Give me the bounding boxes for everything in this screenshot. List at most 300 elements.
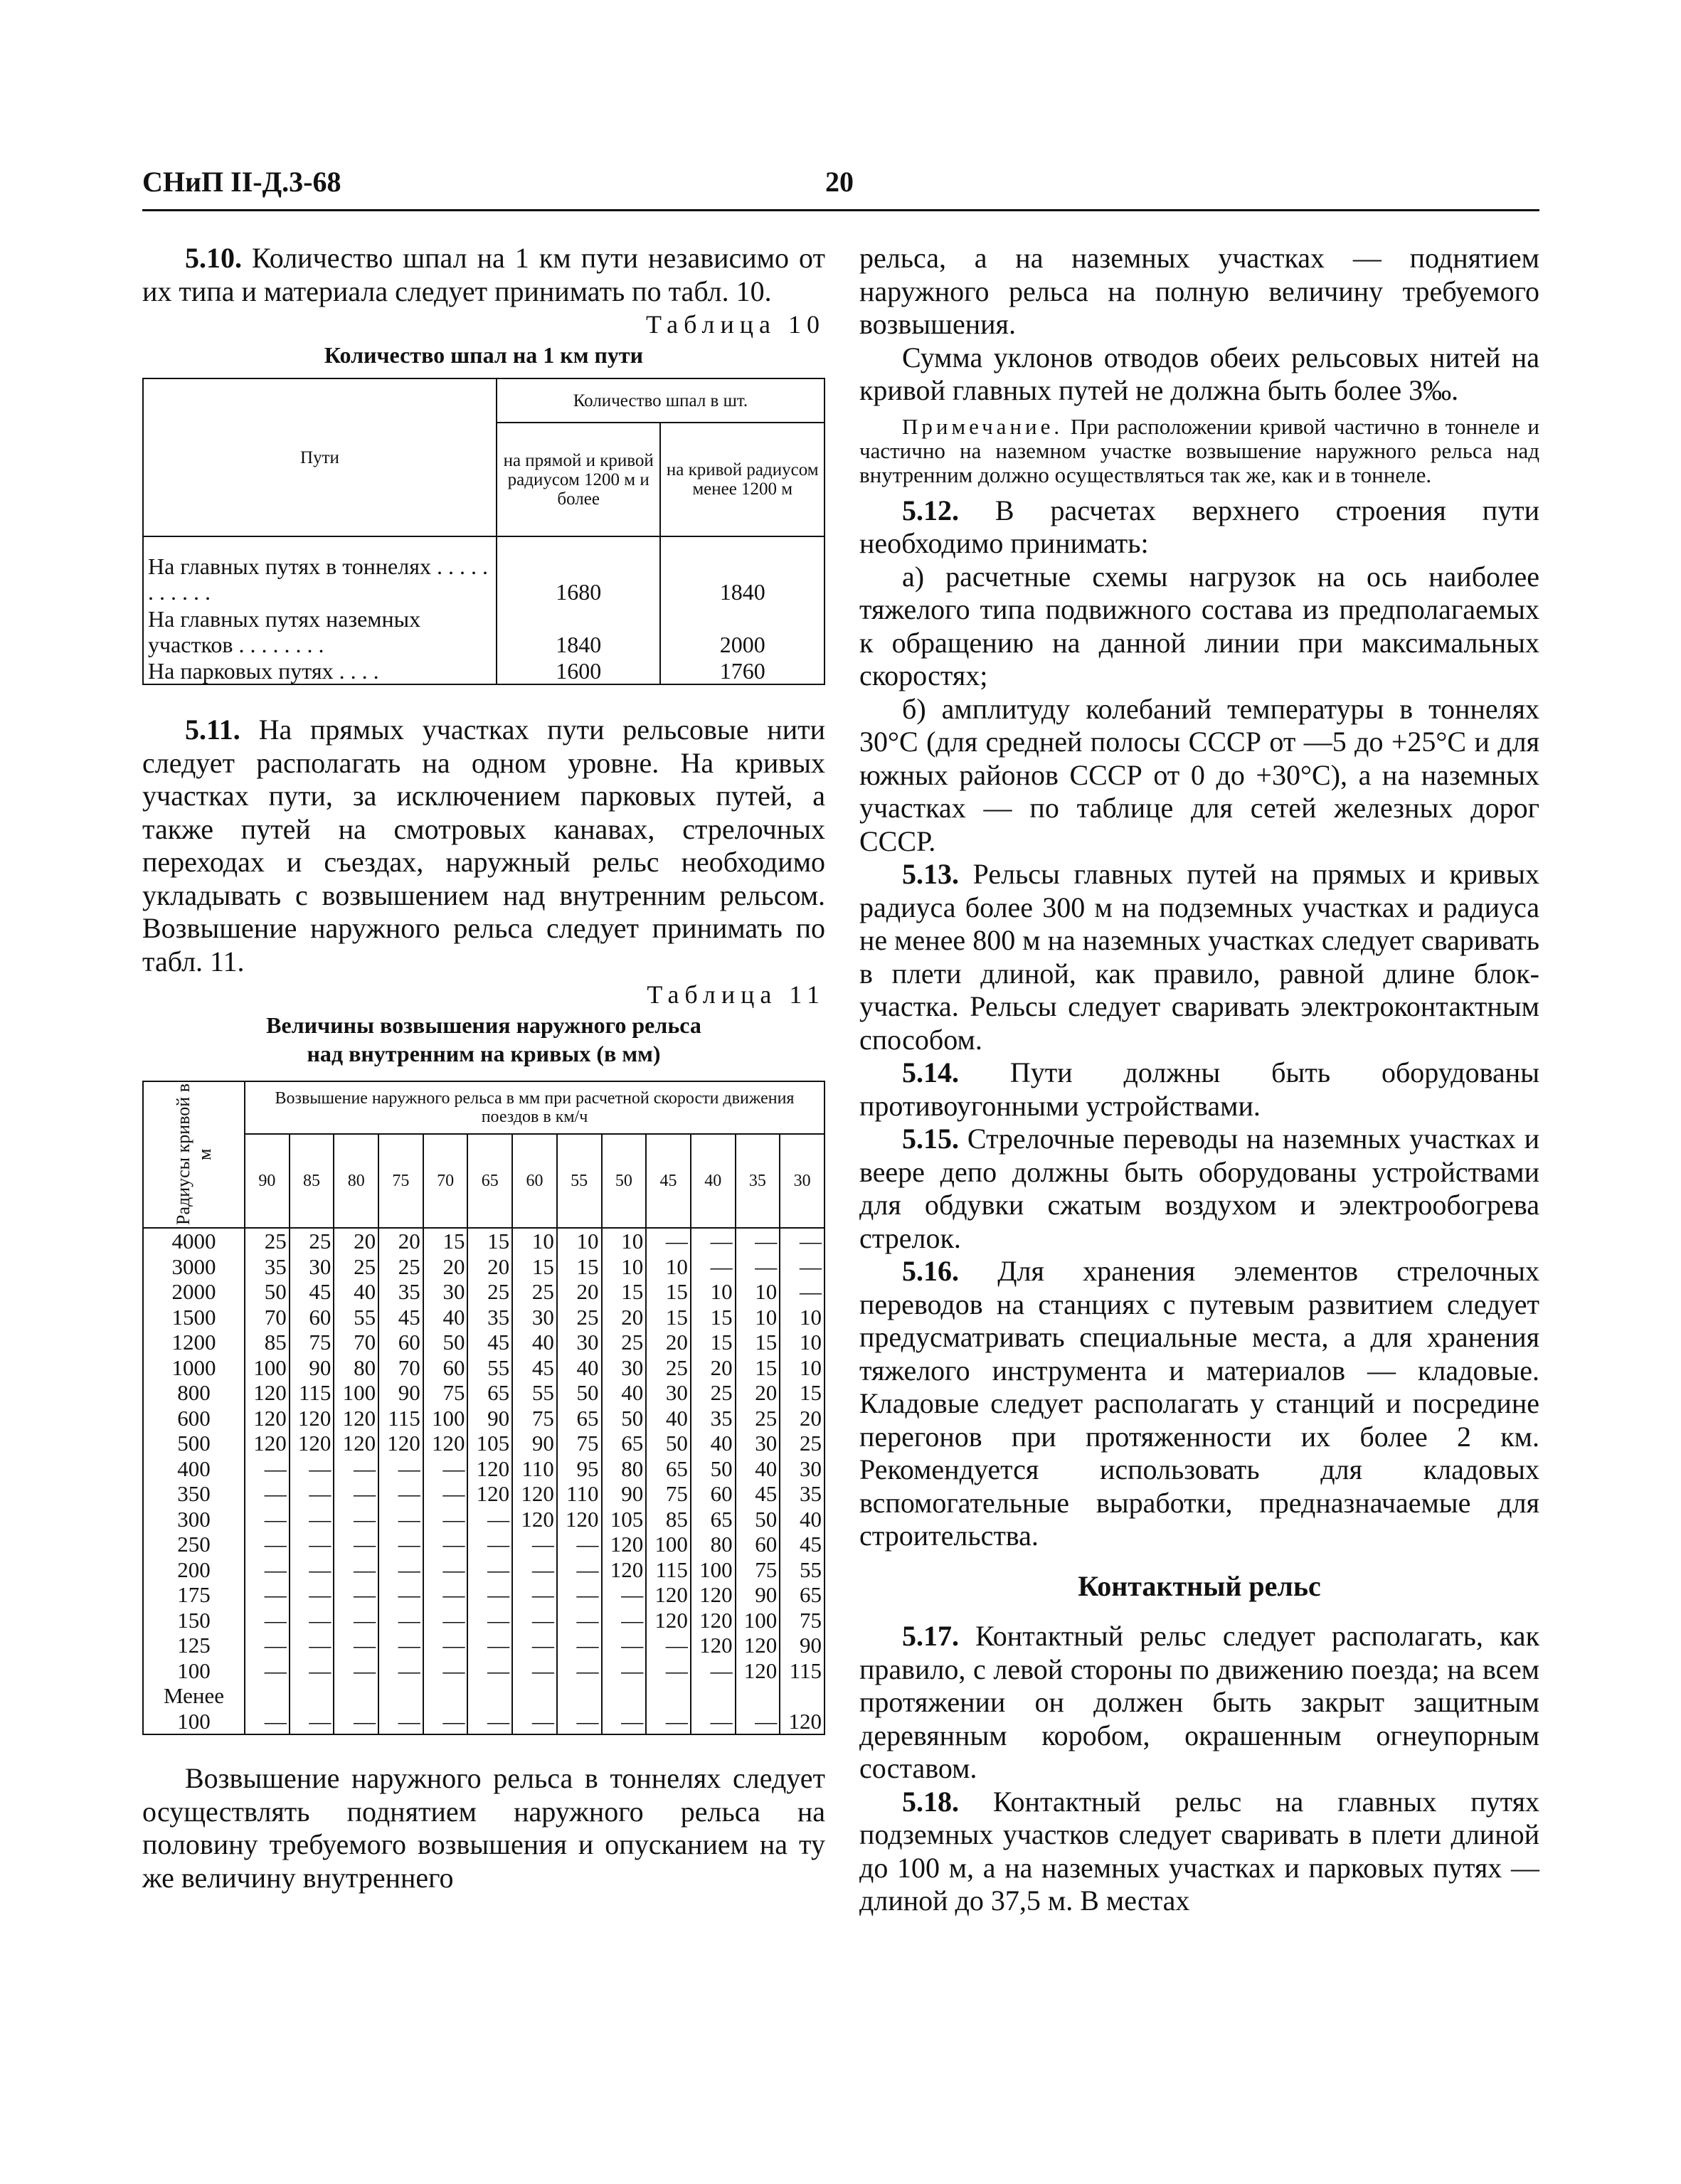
t11-value-cell: 65 — [646, 1456, 691, 1482]
t11-speed-header: 55 — [557, 1134, 602, 1228]
t11-radius-cell: 1200 — [143, 1330, 245, 1355]
table-row — [143, 1380, 824, 1406]
t11-value-cell: 105 — [602, 1507, 647, 1532]
t11-value-cell: 100 — [334, 1380, 378, 1406]
t11-value-cell: 120 — [245, 1380, 290, 1406]
table-11-title: Величины возвышения наружного рельса над внутренним на кривых (в мм) — [266, 1012, 701, 1066]
t11-value-cell: 20 — [780, 1406, 824, 1431]
t11-value-cell: 10 — [780, 1305, 824, 1330]
t11-value-cell: — — [736, 1228, 780, 1254]
t11-radius-cell: 200 — [143, 1557, 245, 1583]
t11-value-cell: 120 — [334, 1431, 378, 1456]
t11-value-cell: 115 — [646, 1557, 691, 1583]
t11-value-cell: — — [334, 1582, 378, 1608]
t11-value-cell: — — [290, 1633, 334, 1658]
t11-radius-cell: 600 — [143, 1406, 245, 1431]
t11-speed-header: 60 — [512, 1134, 557, 1228]
t11-value-cell: 90 — [602, 1481, 647, 1507]
t11-value-cell: 65 — [602, 1431, 647, 1456]
t11-speed-header: 80 — [334, 1134, 378, 1228]
t11-value-cell: 10 — [691, 1279, 736, 1305]
paragraph-slope-sum: Сумма уклонов отводов обеих рельсовых нитей на кривой главных путей не должна быть более 3‰. — [859, 341, 1539, 406]
t11-col-radius: Радиусы кривой в м — [143, 1081, 245, 1228]
t11-value-cell: 15 — [691, 1305, 736, 1330]
t11-value-cell: 30 — [602, 1355, 647, 1381]
t11-value-cell: 20 — [602, 1305, 647, 1330]
t11-value-cell: — — [512, 1582, 557, 1608]
t11-speed-header: 65 — [467, 1134, 512, 1228]
t11-value-cell: 65 — [691, 1507, 736, 1532]
t11-value-cell: — — [646, 1633, 691, 1658]
t11-speed-header: 35 — [736, 1134, 780, 1228]
t11-value-cell: — — [334, 1557, 378, 1583]
t11-value-cell: — — [467, 1633, 512, 1658]
t11-value-cell: 25 — [467, 1279, 512, 1305]
table-row — [143, 1330, 824, 1355]
t11-value-cell: — — [512, 1608, 557, 1633]
t11-value-cell: 120 — [602, 1532, 647, 1557]
t11-speed-header: 75 — [378, 1134, 423, 1228]
t11-value-cell: 20 — [646, 1330, 691, 1355]
t11-value-cell: 80 — [334, 1355, 378, 1381]
t11-radius-cell: 100 — [143, 1658, 245, 1684]
t11-value-cell: 100 — [736, 1608, 780, 1633]
t11-value-cell: 30 — [290, 1254, 334, 1280]
t11-value-cell: 10 — [512, 1228, 557, 1254]
t11-value-cell: 40 — [646, 1406, 691, 1431]
t11-value-cell: — — [557, 1582, 602, 1608]
t11-value-cell: 105 — [467, 1431, 512, 1456]
table-row — [143, 1279, 824, 1305]
t11-speed-header: 50 — [602, 1134, 647, 1228]
t11-value-cell: 60 — [423, 1355, 468, 1381]
t11-value-cell: 10 — [602, 1228, 647, 1254]
t11-value-cell: 30 — [512, 1305, 557, 1330]
t11-value-cell — [467, 1683, 512, 1709]
table-row — [143, 1355, 824, 1381]
t11-value-cell — [646, 1683, 691, 1709]
t11-value-cell: 120 — [646, 1582, 691, 1608]
t11-value-cell: 120 — [290, 1431, 334, 1456]
t11-value-cell: — — [467, 1709, 512, 1735]
table-row — [143, 1608, 824, 1633]
t11-speed-row — [143, 1134, 824, 1228]
table-row — [143, 1228, 824, 1254]
t11-value-cell: 10 — [557, 1228, 602, 1254]
t11-radius-cell: 150 — [143, 1608, 245, 1633]
t11-value-cell — [423, 1683, 468, 1709]
t11-speed-header: 70 — [423, 1134, 468, 1228]
t11-value-cell: — — [557, 1633, 602, 1658]
t11-value-cell: — — [467, 1582, 512, 1608]
paragraph-5-16: 5.16. Для хранения элементов стрелочных переводов на станциях с путевым развитием следует предусматривать специальные места, а для хранения тяжелого инструмента и материалов — кладовые. Кладовые следует располагать у станций и посредине перегонов при протяженности их более 2 км. Рекомендуется использовать для кладовых вспомогательные выработки, предназначаемые для строительства. — [859, 1255, 1540, 1552]
t11-value-cell: 25 — [646, 1355, 691, 1381]
t11-value-cell: 20 — [691, 1355, 736, 1381]
t11-value-cell: — — [467, 1608, 512, 1633]
t11-value-cell: 75 — [290, 1330, 334, 1355]
t11-value-cell: 35 — [691, 1406, 736, 1431]
t11-value-cell: — — [245, 1507, 290, 1532]
t11-value-cell: 90 — [290, 1355, 334, 1381]
t11-col-speed-group: Возвышение наружного рельса в мм при расчетной скорости движения поездов в км/ч — [245, 1081, 824, 1134]
t11-value-cell: — — [378, 1532, 423, 1557]
t11-value-cell: — — [334, 1456, 378, 1482]
t11-value-cell: — — [378, 1507, 423, 1532]
t11-value-cell: 25 — [245, 1228, 290, 1254]
table-row — [143, 1406, 824, 1431]
t11-value-cell: 15 — [646, 1305, 691, 1330]
t11-value-cell: 40 — [334, 1279, 378, 1305]
t11-value-cell: — — [602, 1633, 647, 1658]
t11-value-cell: 40 — [602, 1380, 647, 1406]
t11-value-cell: 50 — [602, 1406, 647, 1431]
t11-value-cell: 30 — [557, 1330, 602, 1355]
t11-value-cell: — — [378, 1582, 423, 1608]
t11-value-cell: — — [245, 1532, 290, 1557]
t11-value-cell: — — [245, 1582, 290, 1608]
page-header — [142, 165, 1539, 211]
t11-value-cell: 90 — [512, 1431, 557, 1456]
t11-value-cell: — — [691, 1254, 736, 1280]
t11-radius-cell: 300 — [143, 1507, 245, 1532]
paragraph-5-14: 5.14. Пути должны быть оборудованы противоугонными устройствами. — [859, 1056, 1540, 1122]
paragraph-5-13: 5.13. Рельсы главных путей на прямых и кривых радиуса более 300 м на подземных участках и радиуса не менее 800 м на наземных участках следует сваривать в плети длиной, как правило, равной длине блок-участка. Рельсы следует сваривать электроконтактным способом. — [859, 858, 1539, 1056]
t11-value-cell: 15 — [691, 1330, 736, 1355]
t11-value-cell: 10 — [780, 1355, 824, 1381]
t11-value-cell: — — [602, 1658, 647, 1684]
t11-value-cell: 20 — [378, 1228, 423, 1254]
t11-value-cell: 120 — [512, 1507, 557, 1532]
paragraph-5-11: 5.11. На прямых участках пути рельсовые нити следует располагать на одном уровне. На кривых участках пути, за исключением парковых путей, а также путей на смотровых канавах, стрелочных переходах и съездах, наружный рельс необходимо укладывать с возвышением над внутренним рельсом. Возвышение наружного рельса следует принимать по табл. 11. — [142, 714, 825, 977]
t11-value-cell: 15 — [557, 1254, 602, 1280]
t11-value-cell: 100 — [245, 1355, 290, 1381]
t11-radius-cell: 500 — [143, 1431, 245, 1456]
t11-radius-cell: 350 — [143, 1481, 245, 1507]
t11-speed-header: 90 — [245, 1134, 290, 1228]
t11-value-cell: — — [467, 1532, 512, 1557]
t10-col-curve: на кривой радиусом менее 1200 м — [660, 423, 824, 536]
t11-value-cell — [334, 1683, 378, 1709]
t11-value-cell: 120 — [557, 1507, 602, 1532]
t11-value-cell: — — [334, 1532, 378, 1557]
t11-value-cell: 70 — [378, 1355, 423, 1381]
t11-value-cell: 120 — [334, 1406, 378, 1431]
paragraph-5-10: 5.10. Количество шпал на 1 км пути независимо от их типа и материала следует принимать по табл. 10. — [142, 242, 825, 307]
t11-value-cell: 10 — [736, 1279, 780, 1305]
t11-value-cell: 10 — [780, 1330, 824, 1355]
t11-value-cell: 50 — [245, 1279, 290, 1305]
t11-value-cell: — — [378, 1658, 423, 1684]
t11-value-cell: 15 — [602, 1279, 647, 1305]
t11-value-cell: — — [423, 1507, 468, 1532]
t11-value-cell: — — [290, 1456, 334, 1482]
t11-value-cell: 120 — [691, 1582, 736, 1608]
page-number: 20 — [825, 166, 854, 198]
t11-value-cell: — — [646, 1709, 691, 1735]
table-row — [143, 1532, 824, 1557]
t11-value-cell: — — [378, 1608, 423, 1633]
t10-col-straight: на прямой и кривой радиусом 1200 м и более — [497, 423, 661, 536]
t11-value-cell: — — [512, 1633, 557, 1658]
t11-value-cell: — — [290, 1608, 334, 1633]
t11-value-cell: — — [290, 1658, 334, 1684]
t11-value-cell: 65 — [467, 1380, 512, 1406]
right-column — [859, 242, 1539, 1918]
t11-value-cell: 25 — [736, 1406, 780, 1431]
t11-value-cell: — — [290, 1532, 334, 1557]
t11-value-cell: 120 — [512, 1481, 557, 1507]
t11-value-cell: — — [290, 1582, 334, 1608]
t11-value-cell: 15 — [512, 1254, 557, 1280]
paragraph-5-18: 5.18. Контактный рельс на главных путях подземных участков следует сваривать в плети длиной до 100 м, а на наземных участках и парковых путях — длиной до 37,5 м. В местах — [859, 1785, 1539, 1917]
t11-value-cell: — — [602, 1608, 647, 1633]
table-row — [143, 1658, 824, 1684]
t11-value-cell: 25 — [557, 1305, 602, 1330]
t11-value-cell: 20 — [557, 1279, 602, 1305]
t11-value-cell: — — [423, 1481, 468, 1507]
t11-radius-cell: 125 — [143, 1633, 245, 1658]
t11-value-cell: 90 — [378, 1380, 423, 1406]
paragraph-5-12-b: б) амплитуду колебаний температуры в тоннелях 30°С (для средней полосы СССР от —5 до +25°С и для южных районов СССР от 0 до +30°С), а на наземных участках — по таблице для сетей железных дорог СССР. — [859, 692, 1539, 857]
t11-value-cell: 40 — [780, 1507, 824, 1532]
t11-value-cell: 100 — [691, 1557, 736, 1583]
t11-value-cell: 75 — [780, 1608, 824, 1633]
t10-col-ways: Пути — [143, 378, 497, 536]
t11-value-cell: — — [780, 1228, 824, 1254]
t11-value-cell: — — [557, 1532, 602, 1557]
t11-value-cell: 120 — [245, 1431, 290, 1456]
t11-value-cell: — — [423, 1709, 468, 1735]
t11-value-cell: — — [378, 1456, 423, 1482]
t11-value-cell: 15 — [423, 1228, 468, 1254]
paragraph-5-12-a: а) расчетные схемы нагрузок на ось наиболее тяжелого типа подвижного состава из предполагаемых к обращению на данной линии при максимальных скоростях; — [859, 560, 1539, 691]
t11-value-cell: — — [467, 1557, 512, 1583]
t11-value-cell: 20 — [736, 1380, 780, 1406]
t11-value-cell: 120 — [691, 1608, 736, 1633]
t11-value-cell: — — [290, 1481, 334, 1507]
t11-value-cell: 115 — [780, 1658, 824, 1684]
t11-value-cell: 40 — [423, 1305, 468, 1330]
t11-value-cell: 25 — [334, 1254, 378, 1280]
t11-value-cell: — — [467, 1658, 512, 1684]
t11-value-cell: 25 — [290, 1228, 334, 1254]
t10-col-group: Количество шпал в шт. — [497, 378, 824, 423]
t11-value-cell: 120 — [780, 1709, 824, 1735]
table-10 — [142, 378, 825, 685]
t11-value-cell: 45 — [378, 1305, 423, 1330]
t11-value-cell: — — [334, 1507, 378, 1532]
t11-value-cell: — — [646, 1658, 691, 1684]
t11-speed-header: 85 — [290, 1134, 334, 1228]
t11-value-cell: 50 — [423, 1330, 468, 1355]
t11-value-cell: 25 — [378, 1254, 423, 1280]
table-10-title: Количество шпал на 1 км пути — [324, 342, 644, 368]
t11-radius-cell: 250 — [143, 1532, 245, 1557]
t11-value-cell: 25 — [512, 1279, 557, 1305]
t11-value-cell — [290, 1683, 334, 1709]
t11-value-cell: 120 — [602, 1557, 647, 1583]
t11-value-cell: 25 — [602, 1330, 647, 1355]
t11-value-cell: 65 — [557, 1406, 602, 1431]
t11-value-cell: 45 — [512, 1355, 557, 1381]
t11-value-cell: 120 — [378, 1431, 423, 1456]
t11-value-cell: — — [602, 1709, 647, 1735]
t11-radius-cell: 100 — [143, 1709, 245, 1735]
table-row — [143, 1709, 824, 1735]
table-row — [143, 1683, 824, 1709]
t11-value-cell: 40 — [691, 1431, 736, 1456]
t11-value-cell — [780, 1683, 824, 1709]
t11-value-cell: — — [423, 1557, 468, 1583]
table-10-label: Таблица 10 — [646, 310, 825, 339]
t11-value-cell: 120 — [736, 1633, 780, 1658]
table-row: На главных путях в тоннелях . . . . . . . . . . . 1680 1840 — [143, 536, 824, 605]
paragraph-continuation: рельса, а на наземных участках — поднятием наружного рельса на полную величину требуемого возвышения. — [859, 242, 1539, 340]
t11-value-cell: — — [736, 1709, 780, 1735]
t11-value-cell: — — [780, 1279, 824, 1305]
t11-speed-header: 45 — [646, 1134, 691, 1228]
t11-value-cell — [378, 1683, 423, 1709]
t11-value-cell: 15 — [467, 1228, 512, 1254]
t11-value-cell: 20 — [467, 1254, 512, 1280]
table-row — [143, 1633, 824, 1658]
t11-value-cell: — — [245, 1481, 290, 1507]
t11-value-cell: — — [780, 1254, 824, 1280]
t11-value-cell — [691, 1683, 736, 1709]
t11-value-cell: 120 — [423, 1431, 468, 1456]
t11-radius-cell: 175 — [143, 1582, 245, 1608]
table-row — [143, 1431, 824, 1456]
t11-value-cell: — — [245, 1557, 290, 1583]
t11-value-cell: — — [334, 1709, 378, 1735]
t11-value-cell: 100 — [423, 1406, 468, 1431]
t11-value-cell: — — [334, 1633, 378, 1658]
t11-value-cell: 80 — [691, 1532, 736, 1557]
t11-value-cell: — — [245, 1456, 290, 1482]
t11-value-cell: — — [557, 1608, 602, 1633]
t11-value-cell: — — [378, 1481, 423, 1507]
t11-value-cell: 35 — [378, 1279, 423, 1305]
t11-value-cell: — — [423, 1658, 468, 1684]
table-row — [143, 1557, 824, 1583]
t11-value-cell: 110 — [557, 1481, 602, 1507]
t11-value-cell: 95 — [557, 1456, 602, 1482]
t11-value-cell: 85 — [646, 1507, 691, 1532]
t11-value-cell: 60 — [290, 1305, 334, 1330]
t11-value-cell: 120 — [467, 1456, 512, 1482]
t11-value-cell: — — [423, 1633, 468, 1658]
t11-value-cell: 90 — [780, 1633, 824, 1658]
t11-value-cell: 75 — [646, 1481, 691, 1507]
t11-value-cell: — — [512, 1658, 557, 1684]
t11-value-cell: — — [290, 1709, 334, 1735]
t11-value-cell: — — [512, 1557, 557, 1583]
t11-value-cell: — — [290, 1507, 334, 1532]
t11-value-cell: 45 — [780, 1532, 824, 1557]
t11-value-cell: — — [691, 1709, 736, 1735]
t11-value-cell: 50 — [557, 1380, 602, 1406]
t11-value-cell: 55 — [780, 1557, 824, 1583]
note: Примечание. При расположении кривой частично в тоннеле и частично на наземном участке возвышение наружного рельса над внутренним должно осуществляться так же, как и в тоннеле. — [859, 413, 1539, 487]
t11-value-cell: — — [691, 1658, 736, 1684]
t11-value-cell: 75 — [512, 1406, 557, 1431]
table-row: На парковых путях . . . . 1600 1760 — [143, 657, 824, 684]
t11-radius-cell: 3000 — [143, 1254, 245, 1280]
t11-value-cell: 65 — [780, 1582, 824, 1608]
t11-value-cell: 50 — [736, 1507, 780, 1532]
t11-value-cell: — — [557, 1557, 602, 1583]
t11-value-cell: 80 — [602, 1456, 647, 1482]
t11-value-cell: 55 — [334, 1305, 378, 1330]
t11-value-cell: — — [736, 1254, 780, 1280]
table-row — [143, 1305, 824, 1330]
t11-value-cell: 120 — [736, 1658, 780, 1684]
t11-value-cell: 30 — [736, 1431, 780, 1456]
t11-value-cell: — — [557, 1658, 602, 1684]
document-code: СНиП II-Д.3-68 — [142, 166, 341, 198]
t11-value-cell: 35 — [467, 1305, 512, 1330]
paragraph-5-12: 5.12. В расчетах верхнего строения пути необходимо принимать: — [859, 494, 1539, 559]
t11-value-cell: 120 — [245, 1406, 290, 1431]
t11-value-cell: 30 — [780, 1456, 824, 1482]
t11-value-cell: 10 — [736, 1305, 780, 1330]
table-row: На главных путях наземных участков . . . . . . . . 1840 2000 — [143, 605, 824, 657]
left-column — [142, 242, 825, 1894]
t11-value-cell: 35 — [245, 1254, 290, 1280]
t11-value-cell: — — [423, 1608, 468, 1633]
t11-value-cell: — — [290, 1557, 334, 1583]
section-title-contact-rail: Контактный рельс — [1078, 1569, 1321, 1602]
t11-value-cell: 35 — [780, 1481, 824, 1507]
t11-value-cell: 45 — [467, 1330, 512, 1355]
t11-value-cell: 40 — [736, 1456, 780, 1482]
t11-value-cell: 15 — [736, 1330, 780, 1355]
t11-value-cell: 15 — [780, 1380, 824, 1406]
t11-value-cell — [512, 1683, 557, 1709]
t11-value-cell: — — [691, 1228, 736, 1254]
t11-value-cell: 85 — [245, 1330, 290, 1355]
t11-radius-cell: 4000 — [143, 1228, 245, 1254]
t11-value-cell: 45 — [290, 1279, 334, 1305]
t11-value-cell: — — [245, 1608, 290, 1633]
t11-radius-cell: 1000 — [143, 1355, 245, 1381]
t11-value-cell: — — [512, 1709, 557, 1735]
table-row — [143, 1456, 824, 1482]
table-row — [143, 1507, 824, 1532]
t11-value-cell: — — [512, 1532, 557, 1557]
t11-speed-header: 40 — [691, 1134, 736, 1228]
t11-value-cell: 45 — [736, 1481, 780, 1507]
t11-value-cell: 20 — [423, 1254, 468, 1280]
t11-value-cell: 30 — [423, 1279, 468, 1305]
t11-value-cell: 70 — [334, 1330, 378, 1355]
t11-value-cell: — — [602, 1582, 647, 1608]
t11-value-cell: 120 — [646, 1608, 691, 1633]
t11-value-cell: — — [245, 1709, 290, 1735]
t11-value-cell: 60 — [378, 1330, 423, 1355]
t11-radius-cell: 1500 — [143, 1305, 245, 1330]
table-11 — [142, 1081, 825, 1735]
t11-value-cell: 15 — [646, 1279, 691, 1305]
t11-value-cell — [245, 1683, 290, 1709]
t11-value-cell: 75 — [423, 1380, 468, 1406]
t11-value-cell — [557, 1683, 602, 1709]
t11-value-cell: 120 — [290, 1406, 334, 1431]
paragraph-5-15: 5.15. Стрелочные переводы на наземных участках и веере депо должны быть оборудованы устройствами для обдувки сжатым воздухом и электрообогрева стрелок. — [859, 1123, 1539, 1254]
t11-value-cell: — — [378, 1709, 423, 1735]
t11-value-cell: 90 — [467, 1406, 512, 1431]
t11-value-cell: — — [423, 1582, 468, 1608]
